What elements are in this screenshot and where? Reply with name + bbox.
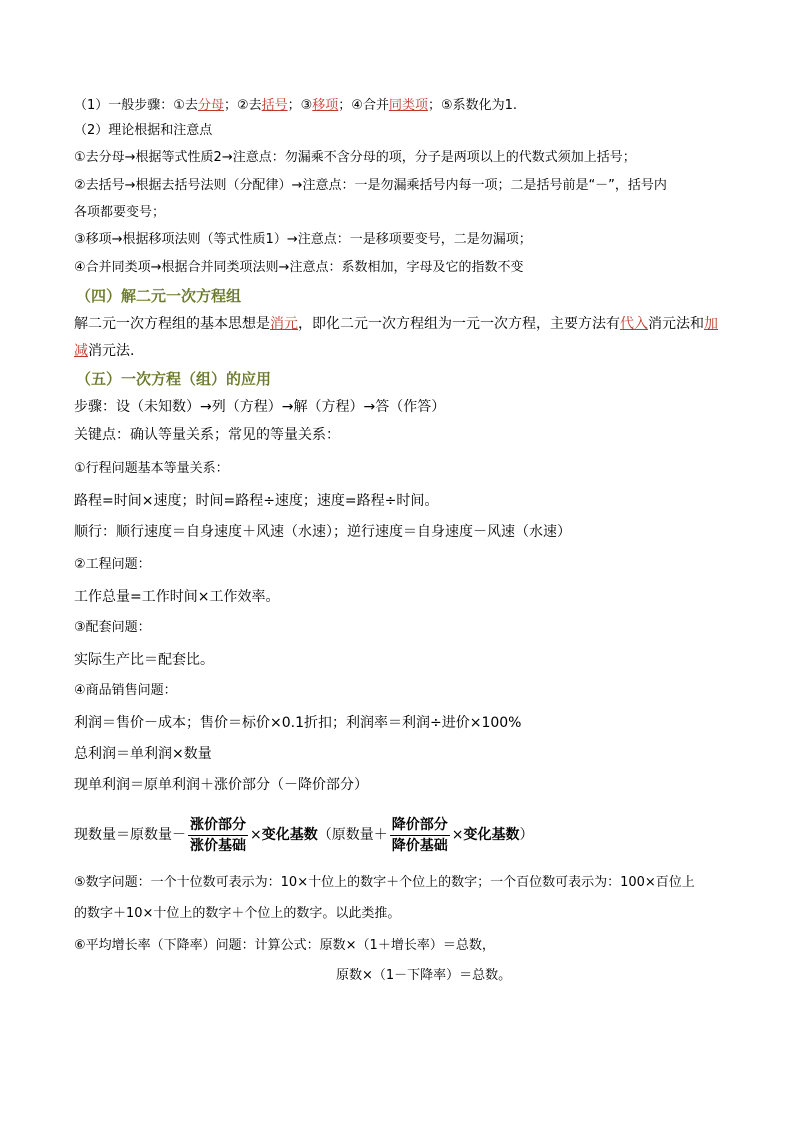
- solve-steps-sep1: ；②去: [223, 98, 262, 113]
- solve-steps-line: [74, 96, 517, 116]
- fraction-rise: [188, 816, 248, 855]
- keyword-like-terms: 同类项: [388, 98, 428, 113]
- fraction-fall-denominator: 降价基础: [391, 837, 448, 854]
- section4-text-c: 消元法和: [648, 316, 704, 332]
- travel-formula: 路程=时间×速度；时间=路程÷速度；速度=路程÷时间。: [74, 493, 439, 509]
- formula-close: ）: [519, 827, 534, 843]
- travel-wind-formula: 顺行：顺行速度＝自身速度＋风速（水速）；逆行速度＝自身速度－风速（水速）: [74, 524, 571, 540]
- theory-title: （2）理论根据和注意点: [74, 123, 213, 138]
- solve-steps-sep3: ；④合并: [338, 98, 389, 113]
- section4-heading: （四）解二元一次方程组: [76, 287, 242, 305]
- formula-base1: 变化基数: [261, 827, 318, 843]
- theory-item: ①去分母→根据等式性质2→注意点：勿漏乘不含分母的项，分子是两项以上的代数式须加上括号；: [74, 150, 636, 165]
- growth-line-1: ⑥平均增长率（下降率）问题：计算公式：原数×（1＋增长率）＝总数，: [74, 938, 495, 953]
- theory-item: 各项都要变号；: [74, 205, 166, 220]
- keyword-transpose: 移项: [312, 98, 339, 113]
- work-title: ②工程问题：: [74, 557, 151, 572]
- growth-line-2: 原数×（1－下降率）＝总数。: [336, 968, 512, 983]
- sales-total-profit: 总利润＝单利润×数量: [74, 746, 212, 762]
- keyword-substitution: 代入: [620, 316, 648, 332]
- solve-steps-sep4: ；⑤系数化为1.: [427, 98, 518, 113]
- fraction-fall-numerator: 降价部分: [390, 816, 450, 836]
- travel-title: ①行程问题基本等量关系：: [74, 461, 229, 476]
- solve-steps-sep2: ；③: [287, 98, 313, 113]
- solve-steps-prefix: （1）一般步骤：①去: [74, 98, 198, 113]
- matching-formula: 实际生产比＝配套比。: [74, 652, 214, 668]
- sales-title: ④商品销售问题：: [74, 683, 177, 698]
- formula-lead: 现数量＝原数量－: [74, 827, 186, 843]
- section4-text-d: 消元法.: [88, 343, 135, 359]
- formula-base2: 变化基数: [463, 827, 520, 843]
- section4-line2: [74, 341, 134, 361]
- formula-mid: （原数量＋: [317, 827, 388, 843]
- section4-text-b: ，即化二元一次方程组为一元一次方程，主要方法有: [298, 316, 620, 332]
- theory-item: ④合并同类项→根据合并同类项法则→注意点：系数相加，字母及它的指数不变: [74, 260, 524, 275]
- sales-profit-formula: 利润＝售价－成本；售价＝标价×0.1折扣；利润率＝利润÷进价×100%: [74, 715, 522, 731]
- formula-times1: ×: [250, 827, 262, 843]
- matching-title: ③配套问题：: [74, 620, 151, 635]
- fraction-fall: [390, 816, 450, 855]
- keyword-subtraction: 减: [74, 343, 88, 359]
- keyword-brackets: 括号: [261, 98, 288, 113]
- work-formula: 工作总量=工作时间×工作效率。: [74, 589, 280, 605]
- section5-steps: 步骤：设（未知数）→列（方程）→解（方程）→答（作答）: [74, 399, 446, 415]
- fraction-rise-numerator: 涨价部分: [188, 816, 248, 836]
- section4-text-a: 解二元一次方程组的基本思想是: [74, 316, 270, 332]
- formula-times2: ×: [451, 827, 464, 843]
- sales-unit-profit: 现单利润＝原单利润＋涨价部分（－降价部分）: [74, 777, 368, 793]
- section5-heading: （五）一次方程（组）的应用: [76, 370, 272, 388]
- theory-item: ②去括号→根据去括号法则（分配律）→注意点：一是勿漏乘括号内每一项；二是括号前是“－”，括号内: [74, 178, 667, 193]
- fraction-rise-denominator: 涨价基础: [190, 837, 246, 854]
- keyword-addition: 加: [704, 316, 718, 332]
- theory-item: ③移项→根据移项法则（等式性质1）→注意点：一是移项要变号，二是勿漏项；: [74, 232, 532, 247]
- section5-key: 关键点：确认等量关系；常见的等量关系：: [74, 427, 340, 443]
- section4-line1: [74, 314, 718, 334]
- digits-line-2: 的数字＋10×十位上的数字＋个位上的数字。以此类推。: [74, 906, 401, 921]
- quantity-formula: [74, 812, 533, 858]
- digits-line-1: ⑤数字问题：一个十位数可表示为：10×十位上的数字＋个位上的数字；一个百位数可表示为：100×百位上: [74, 875, 695, 890]
- keyword-denominator: 分母: [197, 98, 224, 113]
- keyword-elimination: 消元: [270, 316, 298, 332]
